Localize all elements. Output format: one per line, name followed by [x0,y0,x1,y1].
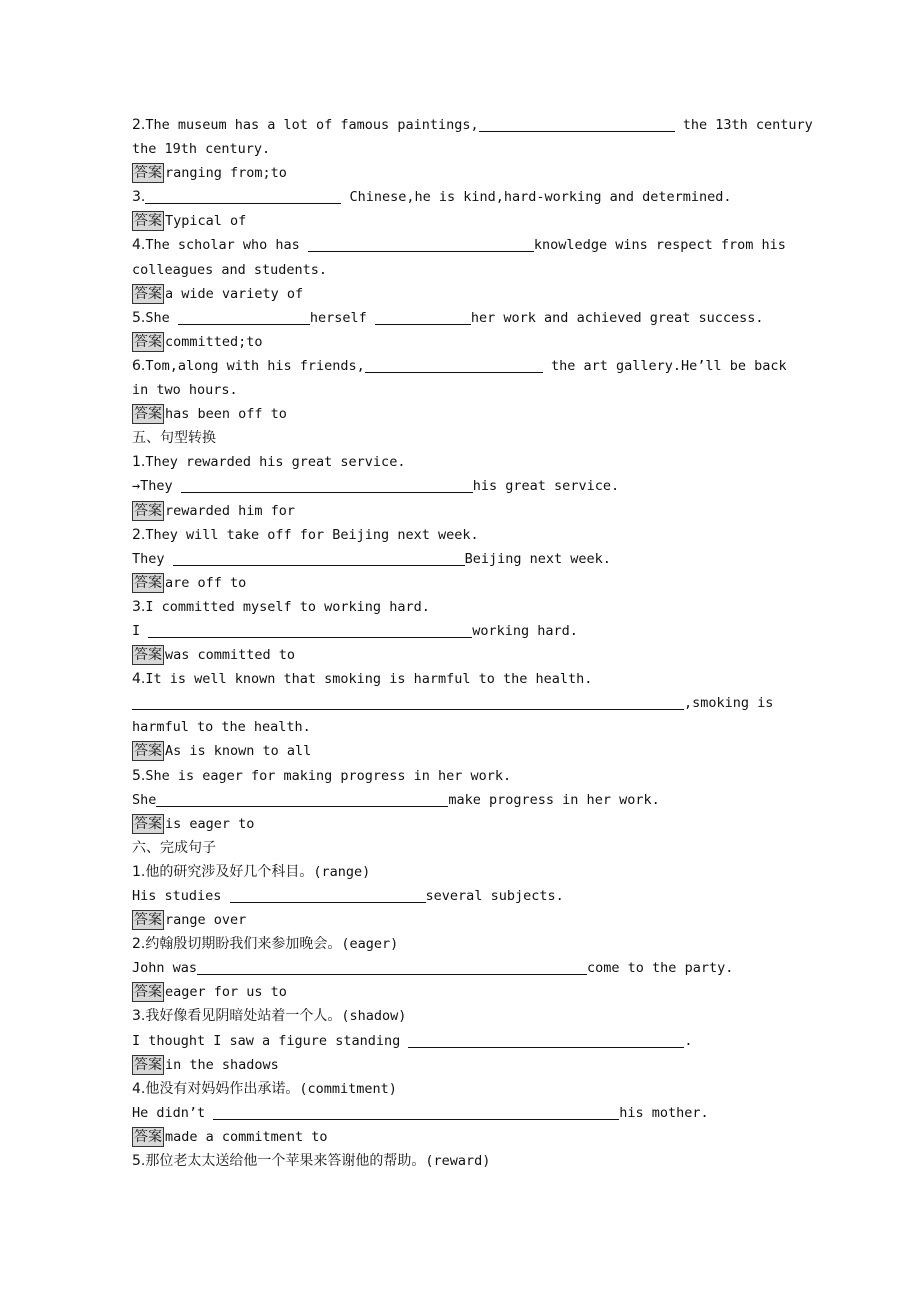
answer-text: As is known to all [165,743,312,760]
question-line [132,113,813,137]
question-text: come to the party. [587,960,734,977]
question-line [132,788,792,812]
question-line [132,450,792,474]
answer-blank[interactable] [213,1104,619,1120]
answer-badge: 答案 [134,815,162,832]
answer-badge: 答案 [134,333,162,350]
answer-line [132,812,792,836]
question-line [132,137,792,161]
question-line [132,378,792,402]
question-number: 1. [132,863,146,880]
question-line [132,619,792,643]
answer-line [132,1053,792,1077]
answer-badge: 答案 [134,647,162,664]
answer-line [132,980,792,1004]
question-line [132,884,792,908]
word-hint: (shadow) [341,1008,407,1025]
question-number: 3. [132,189,146,206]
word-hint: (range) [313,863,371,880]
question-number: 6. [132,357,146,374]
question-line [132,956,792,980]
answer-text: eager for us to [165,984,287,1001]
question-line [132,932,792,956]
answer-text: a wide variety of [165,285,304,302]
question-number: 2. [132,117,146,133]
answer-blank[interactable] [365,357,543,373]
answer-line [132,282,792,306]
question-line [132,1029,792,1053]
answer-badge: 答案 [134,213,162,230]
question-text: They will take off for Beijing next week. [145,526,479,543]
word-hint: (commitment) [299,1080,397,1097]
answer-badge: 答案 [134,502,162,519]
question-line [132,233,792,257]
answer-badge: 答案 [134,165,162,182]
answer-text: is eager to [165,815,255,832]
question-line [132,595,792,619]
question-number: 1. [132,454,146,471]
chinese-prompt: 那位老太太送给他一个苹果来答谢他的帮助。 [145,1153,426,1170]
question-line [132,523,792,547]
question-number: 5. [132,767,146,784]
question-number: 5. [132,309,146,326]
answer-text: was committed to [165,647,296,664]
question-text: make progress in her work. [448,791,660,808]
question-number: 3. [132,1008,146,1025]
question-text: She is eager for making progress in her work. [145,767,512,784]
chinese-prompt: 我好像看见阴暗处站着一个人。 [145,1008,342,1025]
answer-badge: 答案 [134,912,162,929]
answer-badge: 答案 [134,574,162,591]
question-line [132,474,792,498]
answer-text: committed;to [165,333,263,350]
answer-text: in the shadows [165,1056,279,1073]
question-text: His studies [132,888,230,904]
answer-text: made a commitment to [165,1128,328,1145]
question-text: I committed myself to working hard. [145,598,430,615]
question-line [132,667,792,691]
answer-badge: 答案 [134,1128,162,1145]
question-text: I thought I saw a figure standing [132,1032,409,1049]
answer-badge: 答案 [134,1056,162,1073]
question-text: the art gallery.He’ll be back [542,357,787,374]
question-text: harmful to the health. [132,719,311,736]
question-number: 4. [132,671,146,688]
question-text: She [132,791,157,808]
answer-line [132,1125,792,1149]
question-line [132,1101,792,1125]
question-text: his mother. [619,1104,709,1121]
question-text: her work and achieved great success. [470,309,764,326]
question-text: . [684,1032,693,1049]
chinese-prompt: 他的研究涉及好几个科目。 [145,863,314,880]
word-hint: (reward) [425,1153,491,1170]
question-text: working hard. [472,622,578,639]
answer-line [132,499,792,523]
question-line [132,306,792,330]
question-number: 2. [132,936,146,953]
question-line [132,258,792,282]
answer-text: range over [165,912,247,929]
question-text: The museum has a lot of famous paintings, [145,117,479,133]
question-text: several subjects. [425,888,564,904]
question-number: 4. [132,237,146,254]
answer-blank[interactable] [479,116,675,132]
answer-line [132,571,792,595]
answer-badge: 答案 [134,984,162,1001]
question-text: She [145,309,178,326]
question-line [132,691,792,715]
answer-blank[interactable] [132,694,684,710]
answer-blank[interactable] [148,622,472,638]
question-text: Tom,along with his friends, [145,357,365,374]
answer-blank[interactable] [178,309,310,325]
chinese-prompt: 约翰殷切期盼我们来参加晚会。 [145,936,342,953]
answer-blank[interactable] [308,236,534,252]
answer-blank[interactable] [230,887,426,903]
question-line [132,547,792,571]
question-line [132,185,792,209]
answer-badge: 答案 [134,285,162,302]
answer-blank[interactable] [375,309,471,325]
question-text: the 13th century [674,117,813,133]
question-text: They rewarded his great service. [145,454,406,471]
question-text: I [132,622,149,639]
answer-blank[interactable] [181,477,473,493]
answer-line [132,739,792,763]
answer-text: are off to [165,574,247,591]
question-text: John was [132,960,198,977]
question-line [132,354,792,378]
question-number: 4. [132,1080,146,1097]
answer-badge: 答案 [134,406,162,423]
question-line [132,1004,792,1028]
answer-text: Typical of [165,213,247,230]
section-heading: 六、完成句子 [132,839,216,856]
answer-text: has been off to [165,406,287,423]
question-text: He didn’t [132,1104,214,1121]
document-body [132,113,813,1173]
answer-blank[interactable] [145,188,341,204]
question-text: colleagues and students. [132,261,328,278]
answer-blank[interactable] [173,550,465,566]
question-line [132,1149,792,1173]
answer-line [132,402,792,426]
question-number: 3. [132,598,146,615]
chinese-prompt: 他没有对妈妈作出承诺。 [145,1080,300,1097]
question-text: They [132,550,173,567]
answer-blank[interactable] [197,959,587,975]
answer-text: rewarded him for [165,502,296,519]
question-text: →They [132,478,181,495]
question-text: The scholar who has [145,237,308,254]
question-line [132,1077,792,1101]
word-hint: (eager) [341,936,399,953]
question-line [132,715,792,739]
question-line [132,860,792,884]
answer-line [132,908,792,932]
question-number: 2. [132,526,146,543]
answer-blank[interactable] [156,791,448,807]
answer-badge: 答案 [134,743,162,760]
answer-blank[interactable] [408,1032,684,1048]
question-line [132,764,792,788]
answer-text: ranging from;to [165,165,287,182]
question-text: knowledge wins respect from his [533,237,786,254]
section-heading: 五、句型转换 [132,430,216,447]
answer-line [132,161,792,185]
question-text: herself [309,309,375,326]
question-text: ,smoking is [684,695,774,712]
answer-line [132,209,792,233]
question-text: Beijing next week. [464,550,611,567]
question-text: It is well known that smoking is harmful to the health. [145,671,593,688]
question-text: in two hours. [132,382,238,399]
question-text: his great service. [472,478,620,495]
answer-line [132,643,792,667]
question-text: the 19th century. [132,141,271,158]
question-number: 5. [132,1153,146,1170]
question-text: Chinese,he is kind,hard-working and determined. [341,189,732,206]
answer-line [132,330,792,354]
